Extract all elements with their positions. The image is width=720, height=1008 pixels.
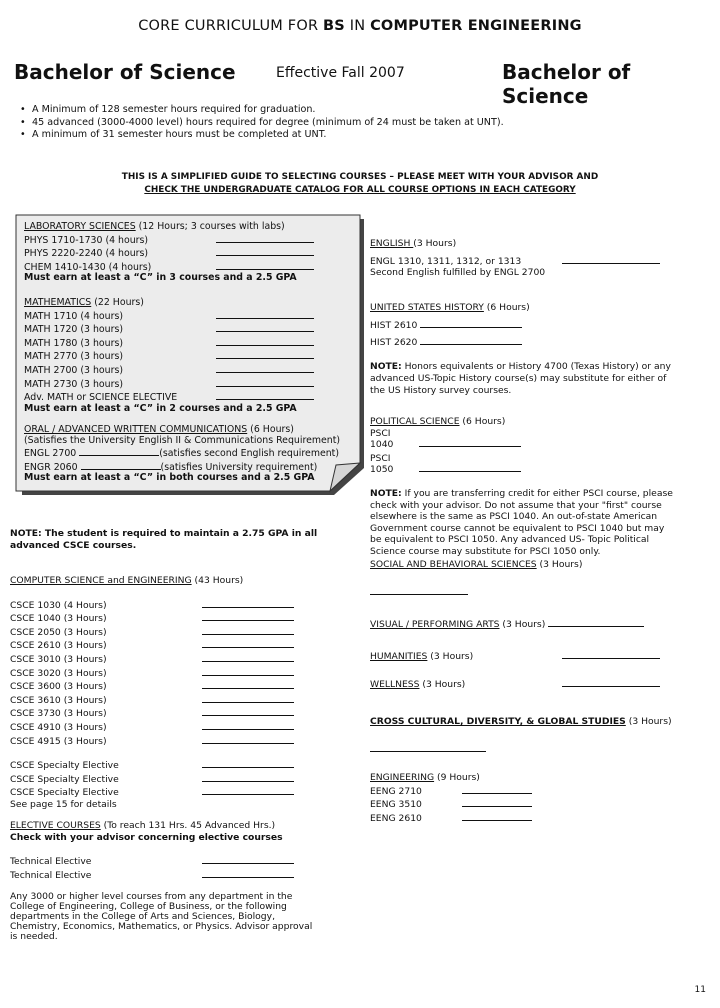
grade-blank[interactable] — [79, 446, 159, 456]
grade-blank[interactable] — [420, 335, 522, 345]
csce-section: COMPUTER SCIENCE and ENGINEERING (43 Hours) CSCE 1030 (4 Hours) CSCE 1040 (3 Hours) CSCE 2050 (3 Hours) CSCE 2610 (3 Hours) CSCE 3010 (3 Hours) CSCE 3020 (3 Hours) CSCE 3600 (3 Hours) CSCE 3610 (3 Hours) CSCE 3730 (3 Hours) CSCE 4910 (3 Hours) CSCE 4915 (3 Hours) CSCE Specialty Elective CSCE Specialty Elective CSCE Specialty Elective See page 15 for details — [10, 575, 294, 811]
course-row — [10, 598, 294, 612]
grade-blank[interactable] — [216, 336, 314, 346]
grade-blank[interactable] — [202, 758, 294, 768]
elective-section: ELECTIVE COURSES (To reach 131 Hrs. 45 Advanced Hrs.) Check with your advisor concerning elective courses Technical Elective Technical Elective Any 3000 or higher level courses from any department in the College of Engineering, College of Business, or the following departments in the College of Arts and Sciences, Biology, Chemistry, Economics, Mathematics, or Physics. Advisor approval is needed. — [10, 820, 313, 943]
csce-course-list — [10, 598, 294, 748]
grade-blank[interactable] — [216, 349, 314, 359]
wellness-section: WELLNESS (3 Hours) — [370, 677, 710, 691]
cross-cultural-section: CROSS CULTURAL, DIVERSITY, & GLOBAL STUDIES (3 Hours) — [370, 716, 710, 755]
grade-blank[interactable] — [216, 322, 314, 332]
course-name: CSCE 2050 (3 Hours) — [10, 626, 107, 638]
course-name: CSCE Specialty Elective — [10, 787, 119, 799]
polisci-note: NOTE: If you are transferring credit for either PSCI course, please check with your advisor. Do not assume that your "first" course elsewhere is the same as PSCI 1040. An out-of-state American Government course cannot be equivalent to PSCI 1040 but may be equivalent to PSCI 1050. Any advanced US- Topic Political Science course may substitute for PSCI 1050 only. — [370, 487, 673, 557]
course-name: MATH 1710 (4 hours) — [24, 310, 123, 322]
lab-sciences-section: LABORATORY SCIENCES (12 Hours; 3 courses with labs) PHYS 1710-1730 (4 hours) PHYS 2220-2240 (4 hours) CHEM 1410-1430 (4 hours) Must earn at least a “C” in 3 courses and a 2.5 GPA — [24, 222, 364, 284]
communications-section: ORAL / ADVANCED WRITTEN COMMUNICATIONS (6 Hours) (Satisfies the University English II & Communications Requirement) ENGL 2700 (satisfies second English requirement) ENGR 2060 (satisfies University requirement) Must earn at least a “C” in both courses and a 2.5 GPA — [24, 425, 364, 484]
grade-blank[interactable] — [202, 693, 294, 703]
course-name: CSCE 3020 (3 Hours) — [10, 667, 107, 679]
grade-blank[interactable] — [202, 854, 294, 864]
grade-blank[interactable] — [216, 246, 314, 256]
political-science-section: POLITICAL SCIENCE (6 Hours) PSCI 1040 PSCI 1050 NOTE: If you are transferring credit for either PSCI course, please check with your advisor. Do not assume that your "first" course elsewhere is the same as PSCI 1040. An out-of-state American Government course cannot be equivalent to PSCI 1040 but may be equivalent to PSCI 1050. Any advanced US- Topic Political Science course may substitute for PSCI 1050 only. — [370, 416, 710, 558]
grade-blank[interactable] — [81, 460, 161, 470]
course-row — [10, 772, 294, 786]
grade-blank[interactable] — [202, 598, 294, 608]
grade-blank[interactable] — [370, 742, 486, 752]
grade-blank[interactable] — [202, 706, 294, 716]
course-name: CSCE 3010 (3 Hours) — [10, 653, 107, 665]
requirement-item: • 45 advanced (3000-4000 level) hours required for degree (minimum of 24 must be taken at UNT). — [20, 117, 710, 130]
course-row — [10, 734, 294, 748]
course-name: CSCE 4910 (3 Hours) — [10, 721, 107, 733]
grade-blank[interactable] — [202, 652, 294, 662]
grade-blank[interactable] — [202, 868, 294, 878]
advisor-note: Check with your advisor concerning elective courses — [10, 831, 283, 843]
grade-blank[interactable] — [216, 260, 314, 270]
course-name: MATH 2730 (3 hours) — [24, 378, 123, 390]
elective-paragraph: Any 3000 or higher level courses from any department in the College of Engineering, College of Business, or the following departments in the College of Arts and Sciences, Biology, Chemistry, Economics, Mathematics, or Physics. Advisor approval is needed. — [10, 891, 313, 943]
course-row — [10, 652, 294, 666]
course-row — [10, 785, 294, 799]
degree-label-right: Bachelor of Science — [502, 60, 631, 108]
humanities-section: HUMANITIES (3 Hours) — [370, 649, 710, 663]
grade-blank[interactable] — [562, 677, 660, 687]
grade-blank[interactable] — [216, 390, 314, 400]
grade-blank[interactable] — [216, 377, 314, 387]
course-name: CSCE Specialty Elective — [10, 773, 119, 785]
requirements-list — [20, 104, 710, 142]
course-row — [10, 611, 294, 625]
course-row — [10, 758, 294, 772]
effective-date: Effective Fall 2007 — [276, 65, 405, 81]
course-name: CSCE 1030 (4 Hours) — [10, 599, 107, 611]
grade-blank[interactable] — [202, 785, 294, 795]
requirement-item: • A minimum of 31 semester hours must be completed at UNT. — [20, 129, 710, 142]
grade-blank[interactable] — [419, 462, 521, 472]
lab-rule: Must earn at least a “C” in 3 courses and a 2.5 GPA — [24, 272, 297, 284]
gpa-note: NOTE: The student is required to maintain a 2.75 GPA in all advanced CSCE courses. — [10, 528, 318, 551]
requirement-item: • A Minimum of 128 semester hours required for graduation. — [20, 104, 710, 117]
engineering-section: ENGINEERING (9 Hours) EENG 2710 EENG 3510 EENG 2610 — [370, 772, 710, 824]
course-name: CSCE 3610 (3 Hours) — [10, 694, 107, 706]
grade-blank[interactable] — [562, 649, 660, 659]
english-section: ENGLISH (3 Hours) ENGL 1310, 1311, 1312, or 1313 Second English fulfilled by ENGL 2700 — [370, 238, 710, 279]
us-history-section: UNITED STATES HISTORY (6 Hours) HIST 2610 HIST 2620 NOTE: Honors equivalents or History 4700 (Texas History) or any advanced US-Topic History course(s) may substitute for either of the US History survey courses. — [370, 302, 710, 397]
math-rule: Must earn at least a “C” in 2 courses and a 2.5 GPA — [24, 402, 297, 414]
course-name: MATH 2770 (3 hours) — [24, 351, 123, 363]
grade-blank[interactable] — [462, 784, 532, 794]
grade-blank[interactable] — [202, 638, 294, 648]
course-name: CSCE Specialty Elective — [10, 760, 119, 772]
guide-notice: THIS IS A SIMPLIFIED GUIDE TO SELECTING COURSES – PLEASE MEET WITH YOUR ADVISOR AND CHECK THE UNDERGRADUATE CATALOG FOR ALL COURSE OPTIONS IN EACH CATEGORY — [121, 172, 599, 195]
grade-blank[interactable] — [202, 666, 294, 676]
csce-elective-list — [10, 758, 294, 799]
communications-rule: Must earn at least a “C” in both courses and a 2.5 GPA — [24, 472, 315, 484]
course-name: CHEM 1410-1430 (4 hours) — [24, 261, 152, 273]
english-note: Second English fulfilled by ENGL 2700 — [370, 267, 546, 279]
course-row — [10, 693, 294, 707]
page-number: 11 — [694, 985, 706, 995]
course-row — [10, 679, 294, 693]
grade-blank[interactable] — [462, 811, 532, 821]
course-name: PHYS 1710-1730 (4 hours) — [24, 234, 149, 246]
mathematics-section: MATHEMATICS (22 Hours) MATH 1710 (4 hours) MATH 1720 (3 hours) MATH 1780 (3 hours) MATH 2770 (3 hours) MATH 2700 (3 hours) MATH 2730 (3 hours) Adv. MATH or SCIENCE ELECTIVE Must earn at least a “C” in 2 courses and a 2.5 GPA — [24, 298, 364, 414]
course-name: MATH 1720 (3 hours) — [24, 324, 123, 336]
course-name: PHYS 2220-2240 (4 hours) — [24, 248, 149, 260]
course-name: CSCE 1040 (3 Hours) — [10, 613, 107, 625]
course-name: MATH 1780 (3 hours) — [24, 337, 123, 349]
grade-blank[interactable] — [202, 734, 294, 744]
course-name: CSCE 4915 (3 Hours) — [10, 735, 107, 747]
grade-blank[interactable] — [548, 617, 644, 627]
social-sciences-section: SOCIAL AND BEHAVIORAL SCIENCES (3 Hours) — [370, 559, 710, 598]
grade-blank[interactable] — [202, 720, 294, 730]
course-name: CSCE 3600 (3 Hours) — [10, 681, 107, 693]
history-note: NOTE: Honors equivalents or History 4700 (Texas History) or any advanced US-Topic History course(s) may substitute for either of the US History survey courses. — [370, 360, 671, 396]
grade-blank[interactable] — [202, 625, 294, 635]
course-row — [10, 706, 294, 720]
grade-blank[interactable] — [216, 309, 314, 319]
grade-blank[interactable] — [419, 437, 521, 447]
course-name: MATH 2700 (3 hours) — [24, 364, 123, 376]
grade-blank[interactable] — [202, 679, 294, 689]
grade-blank[interactable] — [202, 772, 294, 782]
grade-blank[interactable] — [420, 318, 522, 328]
course-row — [10, 720, 294, 734]
page-title: CORE CURRICULUM FOR BS IN COMPUTER ENGINEERING — [138, 18, 582, 34]
course-row — [10, 625, 294, 639]
see-page-note: See page 15 for details — [10, 798, 117, 810]
grade-blank[interactable] — [216, 233, 314, 243]
course-name: Adv. MATH or SCIENCE ELECTIVE — [24, 392, 178, 404]
communications-note: (Satisfies the University English II & Communications Requirement) — [24, 434, 341, 446]
grade-blank[interactable] — [370, 585, 468, 595]
course-row — [10, 666, 294, 680]
degree-label-left: Bachelor of Science — [14, 60, 236, 84]
course-name: CSCE 3730 (3 Hours) — [10, 708, 107, 720]
grade-blank[interactable] — [216, 363, 314, 373]
grade-blank[interactable] — [462, 797, 532, 807]
course-row — [10, 638, 294, 652]
grade-blank[interactable] — [562, 254, 660, 264]
grade-blank[interactable] — [202, 611, 294, 621]
visual-arts-section: VISUAL / PERFORMING ARTS (3 Hours) — [370, 617, 710, 631]
course-name: CSCE 2610 (3 Hours) — [10, 640, 107, 652]
